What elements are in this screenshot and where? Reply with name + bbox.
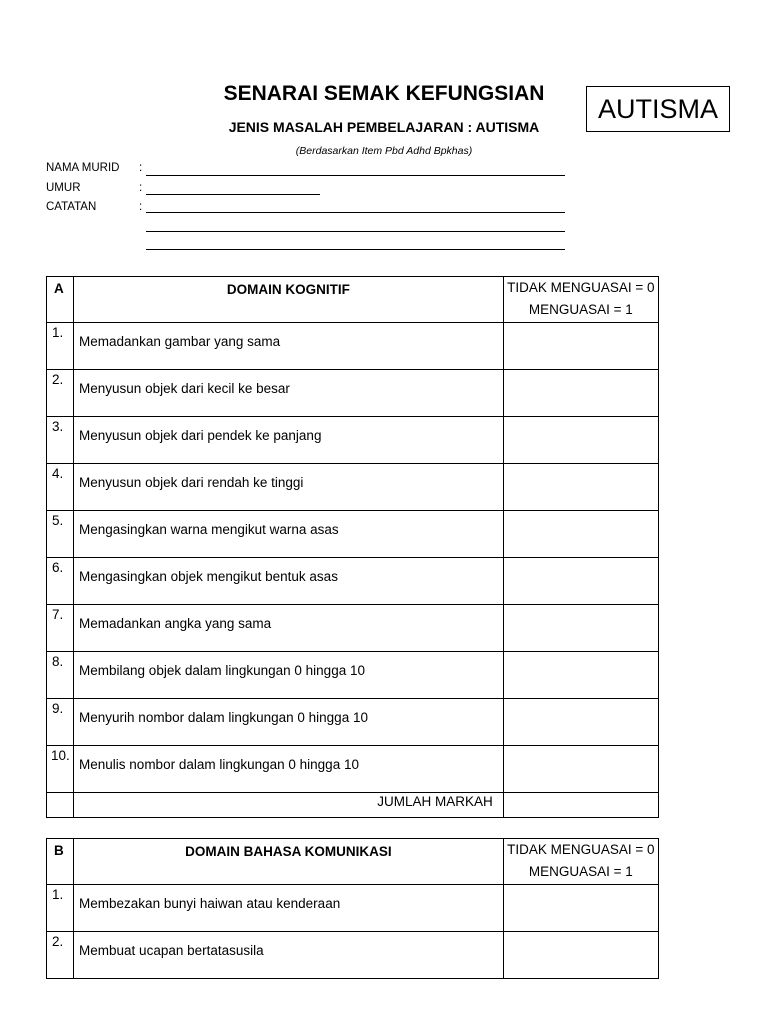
age-colon: : <box>139 182 143 194</box>
mark-cell[interactable] <box>503 323 658 370</box>
item-number: 7. <box>47 605 74 652</box>
table-row <box>47 652 659 699</box>
age-field-line[interactable] <box>146 194 320 195</box>
notes-colon: : <box>139 201 143 213</box>
section-a-scale <box>503 277 658 323</box>
item-number: 10. <box>47 746 74 793</box>
mark-cell[interactable] <box>503 511 658 558</box>
item-number: 1. <box>47 323 74 370</box>
item-number: 3. <box>47 417 74 464</box>
mark-cell[interactable] <box>503 417 658 464</box>
age-label: UMUR <box>46 182 81 194</box>
scale-not-mastered: TIDAK MENGUASAI = 0 <box>507 842 655 857</box>
item-text: Menyusun objek dari kecil ke besar <box>74 370 504 417</box>
total-mark-cell[interactable] <box>503 793 658 818</box>
item-number: 4. <box>47 464 74 511</box>
section-b-letter: B <box>47 839 74 885</box>
section-b-table <box>46 838 659 979</box>
item-text: Menulis nombor dalam lingkungan 0 hingga 10 <box>74 746 504 793</box>
total-blank-cell <box>47 793 74 818</box>
mark-cell[interactable] <box>503 370 658 417</box>
table-row <box>47 932 659 979</box>
item-text: Memadankan angka yang sama <box>74 605 504 652</box>
table-row <box>47 746 659 793</box>
item-text: Membezakan bunyi haiwan atau kenderaan <box>74 885 504 932</box>
item-text: Menyurih nombor dalam lingkungan 0 hingga 10 <box>74 699 504 746</box>
item-text: Menyusun objek dari pendek ke panjang <box>74 417 504 464</box>
scale-mastered: MENGUASAI = 1 <box>528 864 633 879</box>
scale-not-mastered: TIDAK MENGUASAI = 0 <box>507 280 655 295</box>
item-text: Menyusun objek dari rendah ke tinggi <box>74 464 504 511</box>
item-number: 9. <box>47 699 74 746</box>
table-row <box>47 464 659 511</box>
name-colon: : <box>139 162 143 174</box>
item-number: 6. <box>47 558 74 605</box>
total-label: JUMLAH MARKAH <box>74 793 504 818</box>
table-row <box>47 699 659 746</box>
item-text: Membuat ucapan bertatasusila <box>74 932 504 979</box>
table-row <box>47 885 659 932</box>
section-b-header-row <box>47 839 659 885</box>
mark-cell[interactable] <box>503 746 658 793</box>
section-b-scale <box>503 839 658 885</box>
mark-cell[interactable] <box>503 885 658 932</box>
table-row <box>47 323 659 370</box>
item-text: Membilang objek dalam lingkungan 0 hingga 10 <box>74 652 504 699</box>
mark-cell[interactable] <box>503 932 658 979</box>
item-number: 8. <box>47 652 74 699</box>
table-row <box>47 511 659 558</box>
document-basis-note: (Berdasarkan Item Pbd Adhd Bpkhas) <box>295 145 473 157</box>
item-number: 2. <box>47 932 74 979</box>
notes-field-line-2[interactable] <box>146 231 565 232</box>
mark-cell[interactable] <box>503 652 658 699</box>
notes-label: CATATAN <box>46 201 97 213</box>
mark-cell[interactable] <box>503 699 658 746</box>
item-number: 2. <box>47 370 74 417</box>
table-row <box>47 417 659 464</box>
section-a-letter: A <box>47 277 74 323</box>
section-a-title: DOMAIN KOGNITIF <box>74 277 504 323</box>
total-row <box>47 793 659 818</box>
item-number: 5. <box>47 511 74 558</box>
mark-cell[interactable] <box>503 464 658 511</box>
document-title: SENARAI SEMAK KEFUNGSIAN <box>223 82 545 105</box>
mark-cell[interactable] <box>503 605 658 652</box>
notes-field-line-1[interactable] <box>146 212 565 213</box>
table-row <box>47 370 659 417</box>
category-box: AUTISMA <box>586 86 730 132</box>
document-subtitle: JENIS MASALAH PEMBELAJARAN : AUTISMA <box>228 119 540 135</box>
item-text: Mengasingkan warna mengikut warna asas <box>74 511 504 558</box>
item-text: Memadankan gambar yang sama <box>74 323 504 370</box>
section-b-title: DOMAIN BAHASA KOMUNIKASI <box>74 839 504 885</box>
item-text: Mengasingkan objek mengikut bentuk asas <box>74 558 504 605</box>
scale-mastered: MENGUASAI = 1 <box>528 302 633 317</box>
mark-cell[interactable] <box>503 558 658 605</box>
name-field-line[interactable] <box>146 175 565 176</box>
table-row <box>47 558 659 605</box>
item-number: 1. <box>47 885 74 932</box>
table-row <box>47 605 659 652</box>
notes-field-line-3[interactable] <box>146 249 565 250</box>
section-a-header-row <box>47 277 659 323</box>
section-a-table <box>46 276 659 818</box>
name-label: NAMA MURID <box>46 162 120 174</box>
